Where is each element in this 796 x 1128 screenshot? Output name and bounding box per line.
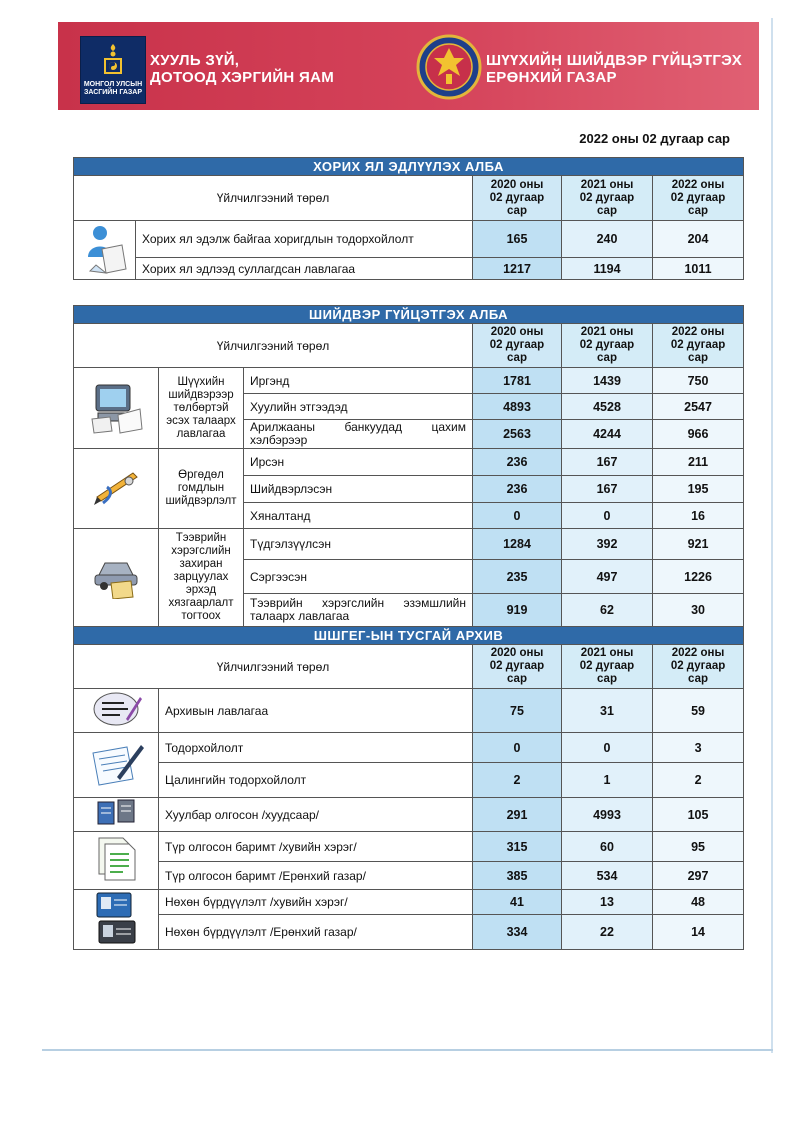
year-2020-header: 2020 оны 02 дугаар сар [473, 645, 562, 689]
table-row: Шийдвэрлэсэн 236 167 195 [74, 476, 744, 503]
documents-icon [74, 832, 159, 890]
year-2022-header: 2022 оны 02 дугаар сар [653, 324, 744, 368]
year-2021-header: 2021 оны 02 дугаар сар [562, 324, 653, 368]
row-label: Нөхөн бүрдүүлэлт /хувийн хэрэг/ [159, 890, 473, 915]
service-type-header: Үйлчилгээний төрөл [74, 176, 473, 221]
header-banner [58, 22, 759, 110]
report-date: 2022 оны 02 дугаар сар [579, 131, 730, 146]
row-label: Хорих ял эдлээд суллагдсан лавлагаа [136, 258, 473, 280]
row-label: Хяналтанд [244, 503, 473, 529]
pen-writing-icon [74, 449, 159, 529]
group-label: Тээврийн хэрэгслийн захиран зарцуулах эрхэд хязгаарлалт тогтоох [159, 529, 244, 627]
table-row: Хяналтанд 0 0 16 [74, 503, 744, 529]
row-label: Тээврийн хэрэгслийн эзэмшлийн талаарх лавлагаа [244, 594, 473, 627]
table-row: Түр олгосон баримт /хувийн хэрэг/ 315 60 95 [74, 832, 744, 862]
row-label: Түдгэлзүүлсэн [244, 529, 473, 560]
section-title: ХОРИХ ЯЛ ЭДЛҮҮЛЭХ АЛБА [74, 158, 744, 176]
pen-paper-icon [74, 733, 159, 798]
row-label: Түр олгосон баримт /хувийн хэрэг/ [159, 832, 473, 862]
year-2022-header: 2022 оны 02 дугаар сар [653, 645, 744, 689]
year-2020-header: 2020 оны 02 дугаар сар [473, 324, 562, 368]
table-row: Цалингийн тодорхойлолт 2 1 2 [74, 763, 744, 798]
table-row: Нөхөн бүрдүүлэлт /Ерөнхий газар/ 334 22 14 [74, 915, 744, 950]
page-edge-divider [771, 18, 773, 1053]
decision-enforcement-table [73, 305, 744, 950]
row-label: Архивын лавлагаа [159, 689, 473, 733]
row-label: Цалингийн тодорхойлолт [159, 763, 473, 798]
bottom-divider [42, 1049, 773, 1051]
agency-emblem-icon [416, 34, 482, 100]
table-row: Тээврийн хэрэгслийн захиран зарцуулах эрхэд хязгаарлалт тогтоох Түдгэлзүүлсэн 1284 392 921 [74, 529, 744, 560]
table-row: Арилжааны банкуудад цахим хэлбэрээр 2563 4244 966 [74, 420, 744, 449]
row-label: Түр олгосон баримт /Ерөнхий газар/ [159, 862, 473, 890]
table-row: Хорих ял эдэлж байгаа хоригдлын тодорхойлолт 165 240 204 [74, 221, 744, 258]
table-row: Архивын лавлагаа 75 31 59 [74, 689, 744, 733]
table-row: Хорих ял эдлээд суллагдсан лавлагаа 1217 1194 1011 [74, 258, 744, 280]
agency-name [486, 52, 742, 86]
table-row: Тээврийн хэрэгслийн эзэмшлийн талаарх лавлагаа 919 62 30 [74, 594, 744, 627]
row-label: Нөхөн бүрдүүлэлт /Ерөнхий газар/ [159, 915, 473, 950]
year-2021-header: 2021 оны 02 дугаар сар [562, 645, 653, 689]
table-row: Хуулбар олгосон /хуудсаар/ 291 4993 105 [74, 798, 744, 832]
group-label: Өргөдөл гомдлын шийдвэрлэлт [159, 449, 244, 529]
agency-name-line1: ШҮҮХИЙН ШИЙДВЭР ГҮЙЦЭТГЭХ [486, 52, 743, 69]
table-row: Сэргээсэн 235 497 1226 [74, 560, 744, 594]
service-type-header: Үйлчилгээний төрөл [74, 645, 473, 689]
government-logo-text: МОНГОЛ УЛСЫН ЗАСГИЙН ГАЗАР [83, 81, 143, 96]
agency-name-line2: ЕРӨНХИЙ ГАЗАР [486, 69, 617, 86]
year-2020-header: 2020 оны 02 дугаар сар [473, 176, 562, 221]
vehicle-document-icon [74, 529, 159, 627]
row-label: Иргэнд [244, 368, 473, 394]
row-label: Хуулбар олгосон /хуудсаар/ [159, 798, 473, 832]
ministry-name [150, 52, 334, 86]
table-row: Шүүхийн шийдвэрээр төлбөртэй эсэх талаарх лавлагаа Иргэнд 1781 1439 750 [74, 368, 744, 394]
table-row: Тодорхойлолт 0 0 3 [74, 733, 744, 763]
scroll-document-icon [74, 689, 159, 733]
ministry-name-line1: ХУУЛЬ ЗҮЙ, [150, 52, 240, 69]
row-label: Тодорхойлолт [159, 733, 473, 763]
ministry-name-line2: ДОТООД ХЭРГИЙН ЯАМ [150, 69, 335, 86]
row-label: Хуулийн этгээдэд [244, 394, 473, 420]
section-title: ШШГЕГ-ЫН ТУСГАЙ АРХИВ [74, 627, 744, 645]
service-type-header: Үйлчилгээний төрөл [74, 324, 473, 368]
row-label: Шийдвэрлэсэн [244, 476, 473, 503]
table-row: Түр олгосон баримт /Ерөнхий газар/ 385 534 297 [74, 862, 744, 890]
group-label: Шүүхийн шийдвэрээр төлбөртэй эсэх талаарх лавлагаа [159, 368, 244, 449]
table-row: Нөхөн бүрдүүлэлт /хувийн хэрэг/ 41 13 48 [74, 890, 744, 915]
copies-icon [74, 798, 159, 832]
section-title: ШИЙДВЭР ГҮЙЦЭТГЭХ АЛБА [74, 306, 744, 324]
soyombo-icon [103, 43, 123, 77]
computer-papers-icon [74, 368, 159, 449]
person-certificate-icon [74, 221, 136, 280]
year-2021-header: 2021 оны 02 дугаар сар [562, 176, 653, 221]
row-label: Хорих ял эдэлж байгаа хоригдлын тодорхойлолт [136, 221, 473, 258]
prison-service-table [73, 157, 744, 280]
table-row: Өргөдөл гомдлын шийдвэрлэлт Ирсэн 236 167 211 [74, 449, 744, 476]
id-cards-icon [74, 890, 159, 950]
table-row: Хуулийн этгээдэд 4893 4528 2547 [74, 394, 744, 420]
row-label: Сэргээсэн [244, 560, 473, 594]
row-label: Ирсэн [244, 449, 473, 476]
government-logo [80, 36, 146, 104]
year-2022-header: 2022 оны 02 дугаар сар [653, 176, 744, 221]
row-label: Арилжааны банкуудад цахим хэлбэрээр [244, 420, 473, 449]
